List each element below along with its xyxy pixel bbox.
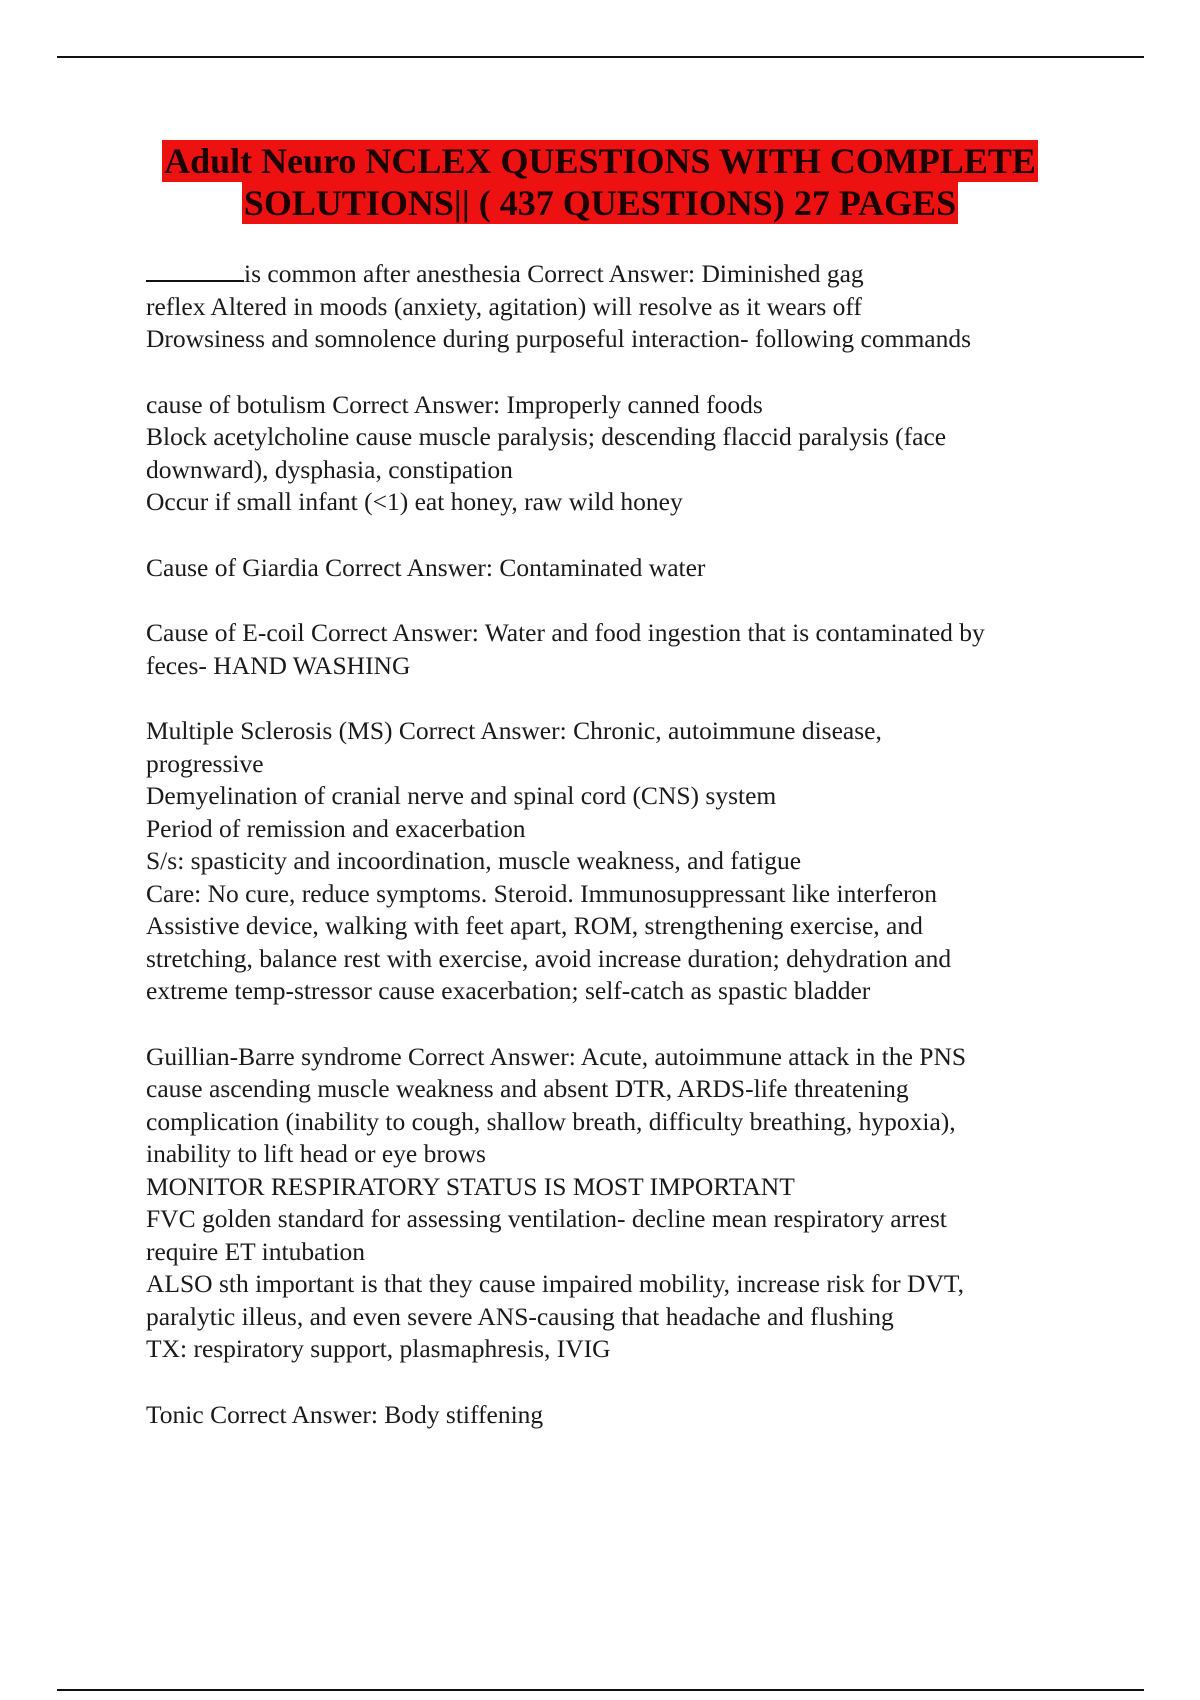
body-line: Cause of Giardia Correct Answer: Contaminated water <box>146 552 706 582</box>
body-line: require ET intubation <box>146 1236 366 1266</box>
body-line <box>146 258 1086 291</box>
body-line: Guillian-Barre syndrome Correct Answer: Acute, autoimmune attack in the PNS <box>146 1041 967 1071</box>
body-line: Occur if small infant (<1) eat honey, raw wild honey <box>146 487 683 516</box>
body-line: Block acetylcholine cause muscle paralysis; descending flaccid paralysis (face <box>146 422 947 451</box>
body-line: paralytic illeus, and even severe ANS-causing that headache and flushing <box>146 1301 894 1331</box>
title-line-1: Adult Neuro NCLEX QUESTIONS WITH COMPLETE <box>164 141 1036 181</box>
body-line: inability to lift head or eye brows <box>146 1139 486 1168</box>
body-line: FVC golden standard for assessing ventilation- decline mean respiratory arrest <box>146 1204 947 1233</box>
body-line: downward), dysphasia, constipation <box>146 454 513 484</box>
qa-anesthesia <box>146 258 1086 356</box>
body-line: Cause of E-coil Correct Answer: Water and food ingestion that is contaminated by <box>146 618 985 647</box>
body-line: ALSO sth important is that they cause impaired mobility, increase risk for DVT, <box>146 1269 964 1298</box>
document-body <box>146 258 1086 1464</box>
qa-multiple-sclerosis <box>146 715 1086 1008</box>
body-line: S/s: spasticity and incoordination, muscle weakness, and fatigue <box>146 846 802 875</box>
body-line: extreme temp-stressor cause exacerbation; self-catch as spastic bladder <box>146 976 871 1005</box>
body-line: reflex Altered in moods (anxiety, agitation) will resolve as it wears off <box>146 291 862 321</box>
body-line: Tonic Correct Answer: Body stiffening <box>146 1399 544 1429</box>
body-line: progressive <box>146 748 264 778</box>
body-line: complication (inability to cough, shallow breath, difficulty breathing, hypoxia), <box>146 1106 956 1136</box>
body-line: cause of botulism Correct Answer: Improperly canned foods <box>146 389 763 419</box>
qa-giardia <box>146 552 1086 585</box>
top-rule <box>57 56 1144 58</box>
body-line: cause ascending muscle weakness and absent DTR, ARDS-life threatening <box>146 1074 909 1103</box>
body-line: stretching, balance rest with exercise, avoid increase duration; dehydration and <box>146 943 952 973</box>
body-line: Care: No cure, reduce symptoms. Steroid. Immunosuppressant like interferon <box>146 878 938 908</box>
qa-tonic <box>146 1399 1086 1432</box>
qa-ecoli <box>146 617 1086 682</box>
title-line-2: SOLUTIONS|| ( 437 QUESTIONS) 27 PAGES <box>243 183 957 223</box>
qa-botulism <box>146 389 1086 519</box>
body-line: TX: respiratory support, plasmaphresis, IVIG <box>146 1334 611 1363</box>
body-line: Assistive device, walking with feet apart, ROM, strengthening exercise, and <box>146 911 923 940</box>
body-line: MONITOR RESPIRATORY STATUS IS MOST IMPORTANT <box>146 1171 795 1201</box>
document-title <box>0 140 1200 224</box>
body-line: Period of remission and exacerbation <box>146 813 526 843</box>
body-line: Demyelination of cranial nerve and spinal cord (CNS) system <box>146 781 777 810</box>
fill-in-blank <box>146 258 244 282</box>
body-line-text: is common after anesthesia Correct Answer: Diminished gag <box>244 259 864 288</box>
body-line: Drowsiness and somnolence during purposeful interaction- following commands <box>146 324 972 353</box>
body-line: feces- HAND WASHING <box>146 650 411 680</box>
body-line: Multiple Sclerosis (MS) Correct Answer: Chronic, autoimmune disease, <box>146 716 882 745</box>
qa-guillain-barre <box>146 1041 1086 1366</box>
bottom-rule <box>57 1689 1144 1691</box>
